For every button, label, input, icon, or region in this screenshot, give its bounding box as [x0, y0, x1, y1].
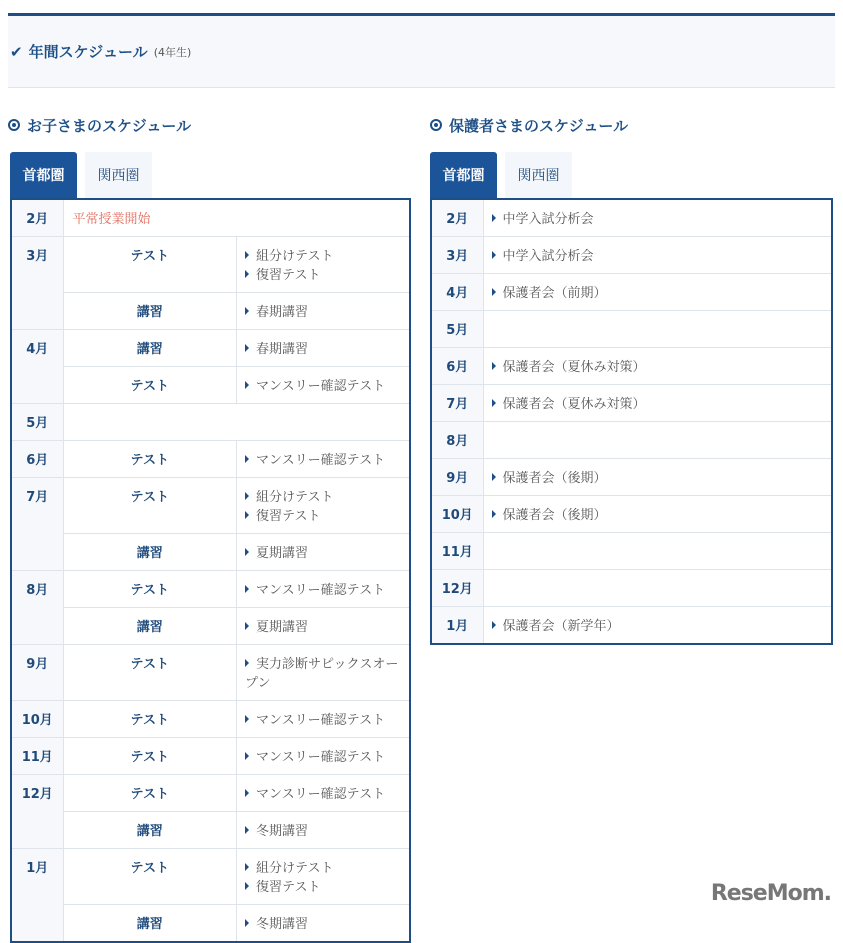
month-cell: 11月 [11, 738, 63, 775]
child-schedule-title: お子さまのスケジュール [27, 116, 192, 135]
caret-right-icon [245, 548, 249, 556]
item-label: マンスリー確認テスト [256, 379, 386, 394]
table-row [11, 608, 410, 645]
item-label: マンスリー確認テスト [256, 750, 386, 765]
caret-right-icon [492, 362, 496, 370]
caret-right-icon [245, 659, 249, 667]
caret-right-icon [245, 882, 249, 890]
month-cell: 3月 [431, 237, 483, 274]
child-schedule-table [10, 198, 411, 943]
month-cell: 8月 [11, 571, 63, 645]
list-item[interactable] [245, 785, 409, 804]
table-row [431, 533, 832, 570]
month-cell: 2月 [431, 199, 483, 237]
parent-schedule-title: 保護者さまのスケジュール [449, 116, 629, 135]
month-cell: 8月 [431, 422, 483, 459]
item-label: 夏期講習 [256, 620, 309, 635]
annual-schedule-header [8, 13, 835, 88]
note-cell: 平常授業開始 [63, 199, 410, 237]
list-item[interactable] [245, 711, 409, 730]
table-row [11, 738, 410, 775]
table-row [11, 812, 410, 849]
type-cell: 講習 [63, 812, 237, 849]
page-title: 年間スケジュール [28, 43, 148, 61]
table-row [431, 237, 832, 274]
list-item[interactable] [245, 266, 409, 285]
list-item[interactable] [492, 617, 832, 636]
list-item[interactable] [492, 247, 832, 266]
list-item[interactable] [245, 340, 409, 359]
items-cell [237, 738, 411, 775]
list-item[interactable] [245, 822, 409, 841]
type-cell: 講習 [63, 293, 237, 330]
month-cell: 5月 [11, 404, 63, 441]
table-row [431, 496, 832, 533]
item-label: 夏期講習 [256, 546, 309, 561]
items-cell [483, 199, 832, 237]
month-cell: 1月 [431, 607, 483, 645]
table-row [11, 701, 410, 738]
items-cell [237, 237, 411, 293]
item-label: 保護者会（夏休み対策） [502, 397, 646, 412]
list-item[interactable] [245, 655, 409, 693]
items-cell [483, 570, 832, 607]
item-label: 保護者会（夏休み対策） [502, 360, 646, 375]
items-cell [483, 607, 832, 645]
items-cell [237, 645, 411, 701]
list-item[interactable] [245, 377, 409, 396]
caret-right-icon [245, 511, 249, 519]
caret-right-icon [492, 288, 496, 296]
month-cell: 5月 [431, 311, 483, 348]
list-item[interactable] [245, 488, 409, 507]
list-item[interactable] [492, 358, 832, 377]
type-cell: テスト [63, 367, 237, 404]
item-label: 復習テスト [256, 268, 321, 283]
items-cell [483, 385, 832, 422]
items-cell [237, 812, 411, 849]
table-row [11, 645, 410, 701]
items-cell [237, 775, 411, 812]
parent-schedule-table [430, 198, 833, 645]
item-label: マンスリー確認テスト [256, 787, 386, 802]
type-cell: テスト [63, 441, 237, 478]
table-row [11, 199, 410, 237]
list-item[interactable] [492, 469, 832, 488]
month-cell: 9月 [431, 459, 483, 496]
table-row [431, 274, 832, 311]
items-cell [237, 849, 411, 905]
month-cell: 6月 [431, 348, 483, 385]
month-cell: 4月 [431, 274, 483, 311]
item-label: 組分けテスト [256, 861, 334, 876]
type-cell: テスト [63, 849, 237, 905]
items-cell [237, 905, 411, 943]
caret-right-icon [245, 585, 249, 593]
table-row [11, 534, 410, 571]
caret-right-icon [245, 622, 249, 630]
item-label: 春期講習 [256, 342, 309, 357]
items-cell [483, 274, 832, 311]
item-label: 保護者会（前期） [502, 286, 607, 301]
items-cell [483, 348, 832, 385]
tab-shutoken[interactable]: 首都圏 [430, 152, 497, 198]
caret-right-icon [245, 789, 249, 797]
items-cell [237, 534, 411, 571]
type-cell: 講習 [63, 534, 237, 571]
table-row [11, 849, 410, 905]
resemom-logo: ReseMom. [710, 881, 831, 906]
item-label: 組分けテスト [256, 490, 334, 505]
table-row [11, 775, 410, 812]
items-cell [237, 701, 411, 738]
item-label: 実力診断サピックスオープン [245, 657, 399, 691]
items-cell [237, 293, 411, 330]
type-cell: テスト [63, 571, 237, 608]
table-row [431, 199, 832, 237]
list-item[interactable] [492, 395, 832, 414]
list-item[interactable] [245, 507, 409, 526]
table-row [431, 311, 832, 348]
type-cell: 講習 [63, 330, 237, 367]
month-cell: 7月 [431, 385, 483, 422]
items-cell [483, 237, 832, 274]
list-item[interactable] [492, 506, 832, 525]
caret-right-icon [492, 251, 496, 259]
type-cell: テスト [63, 478, 237, 534]
item-label: 復習テスト [256, 880, 321, 895]
item-label: 復習テスト [256, 509, 321, 524]
grade-label: (4年生) [153, 45, 192, 59]
type-cell: テスト [63, 775, 237, 812]
items-cell [237, 367, 411, 404]
list-item[interactable] [245, 247, 409, 266]
item-label: 保護者会（新学年） [502, 619, 620, 634]
items-cell [237, 571, 411, 608]
type-cell: 講習 [63, 905, 237, 943]
list-item[interactable] [245, 544, 409, 563]
table-row [11, 293, 410, 330]
item-label: マンスリー確認テスト [256, 583, 386, 598]
list-item[interactable] [245, 451, 409, 470]
table-row [11, 330, 410, 367]
table-row [431, 570, 832, 607]
radio-circle-icon [430, 119, 442, 131]
month-cell: 12月 [431, 570, 483, 607]
table-row [431, 607, 832, 645]
child-schedule-section [8, 114, 411, 943]
item-label: 中学入試分析会 [502, 212, 594, 227]
caret-right-icon [245, 752, 249, 760]
month-cell: 1月 [11, 849, 63, 943]
tab-kansai[interactable]: 関西圏 [85, 152, 152, 198]
item-label: 春期講習 [256, 305, 309, 320]
type-cell: 講習 [63, 608, 237, 645]
table-row [431, 422, 832, 459]
items-cell [483, 533, 832, 570]
caret-right-icon [492, 214, 496, 222]
list-item[interactable] [492, 210, 832, 229]
empty-cell [63, 404, 410, 441]
list-item[interactable] [245, 303, 409, 322]
caret-right-icon [492, 473, 496, 481]
caret-right-icon [492, 510, 496, 518]
month-cell: 7月 [11, 478, 63, 571]
item-label: 保護者会（後期） [502, 471, 607, 486]
item-label: 冬期講習 [256, 917, 309, 932]
list-item[interactable] [245, 859, 409, 878]
tab-shutoken[interactable]: 首都圏 [10, 152, 77, 198]
caret-right-icon [245, 270, 249, 278]
item-label: 保護者会（後期） [502, 508, 607, 523]
type-cell: テスト [63, 738, 237, 775]
caret-right-icon [245, 919, 249, 927]
items-cell [483, 311, 832, 348]
list-item[interactable] [245, 581, 409, 600]
month-cell: 2月 [11, 199, 63, 237]
items-cell [483, 459, 832, 496]
type-cell: テスト [63, 237, 237, 293]
month-cell: 9月 [11, 645, 63, 701]
item-label: 冬期講習 [256, 824, 309, 839]
caret-right-icon [245, 251, 249, 259]
type-cell: テスト [63, 701, 237, 738]
caret-right-icon [492, 621, 496, 629]
list-item[interactable] [245, 915, 409, 934]
parent-schedule-section [430, 114, 833, 645]
table-row [11, 237, 410, 293]
caret-right-icon [245, 455, 249, 463]
caret-right-icon [245, 344, 249, 352]
list-item[interactable] [245, 748, 409, 767]
month-cell: 11月 [431, 533, 483, 570]
list-item[interactable] [245, 878, 409, 897]
month-cell: 10月 [11, 701, 63, 738]
table-row [11, 367, 410, 404]
items-cell [483, 496, 832, 533]
items-cell [237, 608, 411, 645]
table-row [11, 478, 410, 534]
caret-right-icon [245, 826, 249, 834]
month-cell: 3月 [11, 237, 63, 330]
check-icon: ✔ [10, 42, 23, 61]
list-item[interactable] [245, 618, 409, 637]
month-cell: 6月 [11, 441, 63, 478]
table-row [11, 404, 410, 441]
item-label: 中学入試分析会 [502, 249, 594, 264]
table-row [11, 571, 410, 608]
caret-right-icon [245, 307, 249, 315]
month-cell: 10月 [431, 496, 483, 533]
item-label: マンスリー確認テスト [256, 713, 386, 728]
table-row [11, 905, 410, 943]
caret-right-icon [245, 715, 249, 723]
items-cell [237, 330, 411, 367]
caret-right-icon [492, 399, 496, 407]
items-cell [237, 478, 411, 534]
caret-right-icon [245, 381, 249, 389]
radio-circle-icon [8, 119, 20, 131]
item-label: マンスリー確認テスト [256, 453, 386, 468]
table-row [431, 385, 832, 422]
items-cell [483, 422, 832, 459]
tab-kansai[interactable]: 関西圏 [505, 152, 572, 198]
table-row [11, 441, 410, 478]
items-cell [237, 441, 411, 478]
month-cell: 4月 [11, 330, 63, 404]
list-item[interactable] [492, 284, 832, 303]
month-cell: 12月 [11, 775, 63, 849]
item-label: 組分けテスト [256, 249, 334, 264]
table-row [431, 459, 832, 496]
table-row [431, 348, 832, 385]
caret-right-icon [245, 863, 249, 871]
type-cell: テスト [63, 645, 237, 701]
caret-right-icon [245, 492, 249, 500]
